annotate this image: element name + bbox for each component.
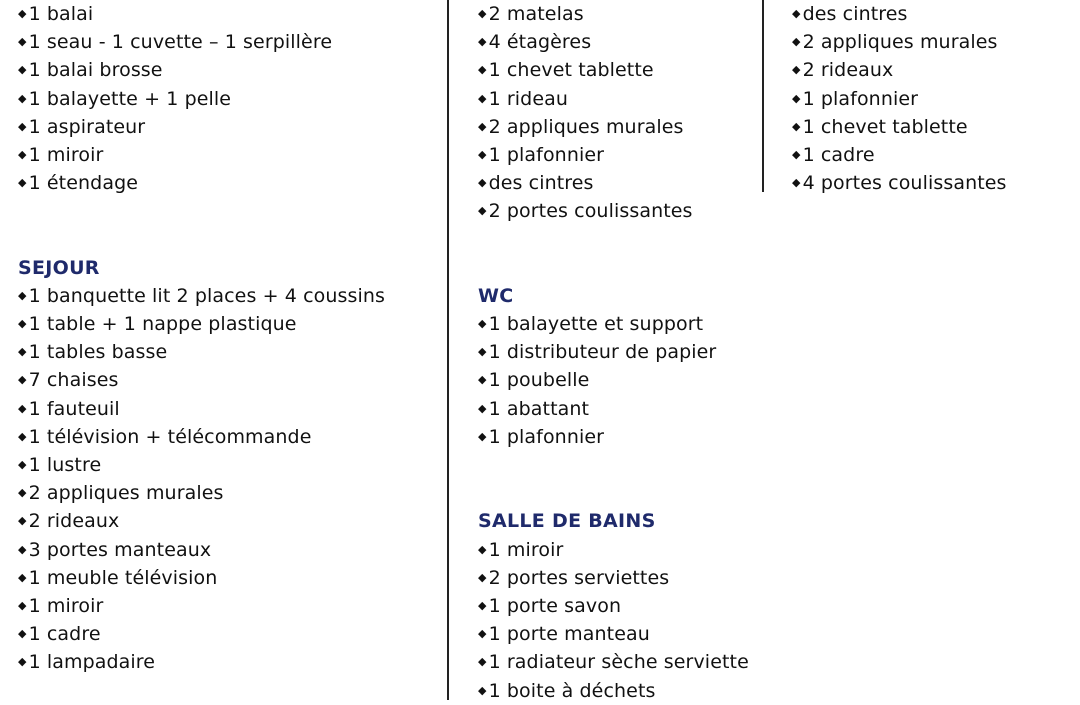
bullet-icon: ◆ <box>478 119 487 133</box>
bullet-icon: ◆ <box>18 288 27 302</box>
list-item: ◆ 1 miroir <box>478 538 564 561</box>
bullet-icon: ◆ <box>478 627 487 641</box>
list-item: ◆ 2 appliques murales <box>18 482 224 505</box>
bullet-icon: ◆ <box>478 147 487 161</box>
bullet-icon: ◆ <box>478 176 487 190</box>
bullet-icon: ◆ <box>18 598 27 612</box>
bullet-icon: ◆ <box>18 119 27 133</box>
bullet-icon: ◆ <box>792 147 801 161</box>
list-item: ◆ 3 portes manteaux <box>18 538 212 561</box>
list-item: ◆ 1 boite à déchets <box>478 679 656 702</box>
list-item: ◆ 1 plafonnier <box>792 87 919 110</box>
list-item: ◆ 1 miroir <box>18 594 104 617</box>
list-item: ◆ 1 porte savon <box>478 594 622 617</box>
bullet-icon: ◆ <box>478 373 487 387</box>
list-item: ◆ 1 balayette + 1 pelle <box>18 87 232 110</box>
list-item: ◆ 2 portes serviettes <box>478 566 670 589</box>
bullet-icon: ◆ <box>478 317 487 331</box>
bullet-icon: ◆ <box>18 401 27 415</box>
bullet-icon: ◆ <box>478 91 487 105</box>
bullet-icon: ◆ <box>478 63 487 77</box>
list-item: ◆ 2 portes coulissantes <box>478 200 693 223</box>
column-divider-left <box>447 0 449 700</box>
bullet-icon: ◆ <box>478 204 487 218</box>
list-item: ◆ 1 lampadaire <box>18 651 156 674</box>
list-item: ◆ 1 aspirateur <box>18 115 146 138</box>
column-divider-right <box>762 0 764 192</box>
bullet-icon: ◆ <box>18 458 27 472</box>
list-item: ◆ 1 plafonnier <box>478 425 605 448</box>
bullet-icon: ◆ <box>478 683 487 697</box>
list-item: ◆ 1 fauteuil <box>18 397 120 420</box>
bullet-icon: ◆ <box>792 7 801 20</box>
section-heading-sejour: SEJOUR <box>18 256 100 279</box>
list-item: ◆ 1 distributeur de papier <box>478 341 717 364</box>
list-item: ◆ 1 télévision + télécommande <box>18 425 312 448</box>
bullet-icon: ◆ <box>478 570 487 584</box>
bullet-icon: ◆ <box>18 570 27 584</box>
bullet-icon: ◆ <box>18 429 27 443</box>
list-item: ◆ 2 rideaux <box>792 59 894 82</box>
bullet-icon: ◆ <box>18 345 27 359</box>
list-item: ◆ 1 balai <box>18 3 94 25</box>
list-item: ◆ 1 balayette et support <box>478 313 704 336</box>
chambre-2-list <box>792 0 1072 197</box>
list-item: ◆ 1 lustre <box>18 454 102 477</box>
bullet-icon: ◆ <box>792 91 801 105</box>
chambre-list <box>478 0 758 226</box>
list-item: ◆ 1 porte manteau <box>478 623 650 646</box>
bullet-icon: ◆ <box>478 542 487 556</box>
list-item: ◆ 1 chevet tablette <box>478 59 654 82</box>
list-item: ◆ 1 radiateur sèche serviette <box>478 651 749 674</box>
list-item: ◆ 1 miroir <box>18 143 104 166</box>
list-item: ◆ 1 poubelle <box>478 369 590 392</box>
sejour-list <box>18 282 438 677</box>
bullet-icon: ◆ <box>792 119 801 133</box>
bullet-icon: ◆ <box>18 147 27 161</box>
list-item: ◆ 1 balai brosse <box>18 59 163 82</box>
list-item: ◆ 1 cadre <box>18 623 101 646</box>
list-item: ◆ 1 abattant <box>478 397 590 420</box>
bullet-icon: ◆ <box>792 176 801 190</box>
bullet-icon: ◆ <box>792 35 801 49</box>
list-item: ◆ 2 matelas <box>478 3 584 25</box>
bullet-icon: ◆ <box>478 7 487 20</box>
list-item: ◆ 1 cadre <box>792 143 875 166</box>
bullet-icon: ◆ <box>478 345 487 359</box>
bullet-icon: ◆ <box>478 401 487 415</box>
list-item: ◆ 2 appliques murales <box>478 115 684 138</box>
bullet-icon: ◆ <box>792 63 801 77</box>
inventory-column-1 <box>18 0 438 677</box>
bullet-icon: ◆ <box>18 655 27 669</box>
list-item: ◆ 7 chaises <box>18 369 119 392</box>
list-item: ◆ 1 seau - 1 cuvette – 1 serpillère <box>18 31 333 54</box>
list-item: ◆ 1 table + 1 nappe plastique <box>18 313 297 336</box>
bullet-icon: ◆ <box>478 598 487 612</box>
bullet-icon: ◆ <box>478 35 487 49</box>
bullet-icon: ◆ <box>18 7 27 20</box>
bullet-icon: ◆ <box>18 373 27 387</box>
bullet-icon: ◆ <box>18 514 27 528</box>
bullet-icon: ◆ <box>18 35 27 49</box>
entretien-list <box>18 0 438 197</box>
list-item: ◆ 1 banquette lit 2 places + 4 coussins <box>18 284 386 307</box>
list-item: ◆ 2 rideaux <box>18 510 120 533</box>
list-item: ◆ des cintres <box>478 172 594 195</box>
bullet-icon: ◆ <box>18 486 27 500</box>
list-item: ◆ 1 chevet tablette <box>792 115 968 138</box>
list-item: ◆ 1 tables basse <box>18 341 168 364</box>
section-heading-wc: WC <box>478 284 514 307</box>
list-item: ◆ 1 plafonnier <box>478 143 605 166</box>
bullet-icon: ◆ <box>478 429 487 443</box>
bullet-icon: ◆ <box>18 542 27 556</box>
bullet-icon: ◆ <box>18 63 27 77</box>
list-item: ◆ 4 étagères <box>478 31 592 54</box>
bullet-icon: ◆ <box>18 317 27 331</box>
wc-list <box>478 310 758 451</box>
list-item: ◆ 4 portes coulissantes <box>792 172 1007 195</box>
bullet-icon: ◆ <box>478 655 487 669</box>
inventory-column-2 <box>478 0 758 705</box>
bullet-icon: ◆ <box>18 176 27 190</box>
section-heading-salle-de-bains: SALLE DE BAINS <box>478 510 656 533</box>
inventory-column-3 <box>792 0 1072 197</box>
list-item: ◆ 1 étendage <box>18 172 139 195</box>
list-item: ◆ des cintres <box>792 3 908 25</box>
salle-de-bains-list <box>478 536 758 705</box>
list-item: ◆ 1 rideau <box>478 87 569 110</box>
bullet-icon: ◆ <box>18 627 27 641</box>
bullet-icon: ◆ <box>18 91 27 105</box>
list-item: ◆ 1 meuble télévision <box>18 566 218 589</box>
list-item: ◆ 2 appliques murales <box>792 31 998 54</box>
